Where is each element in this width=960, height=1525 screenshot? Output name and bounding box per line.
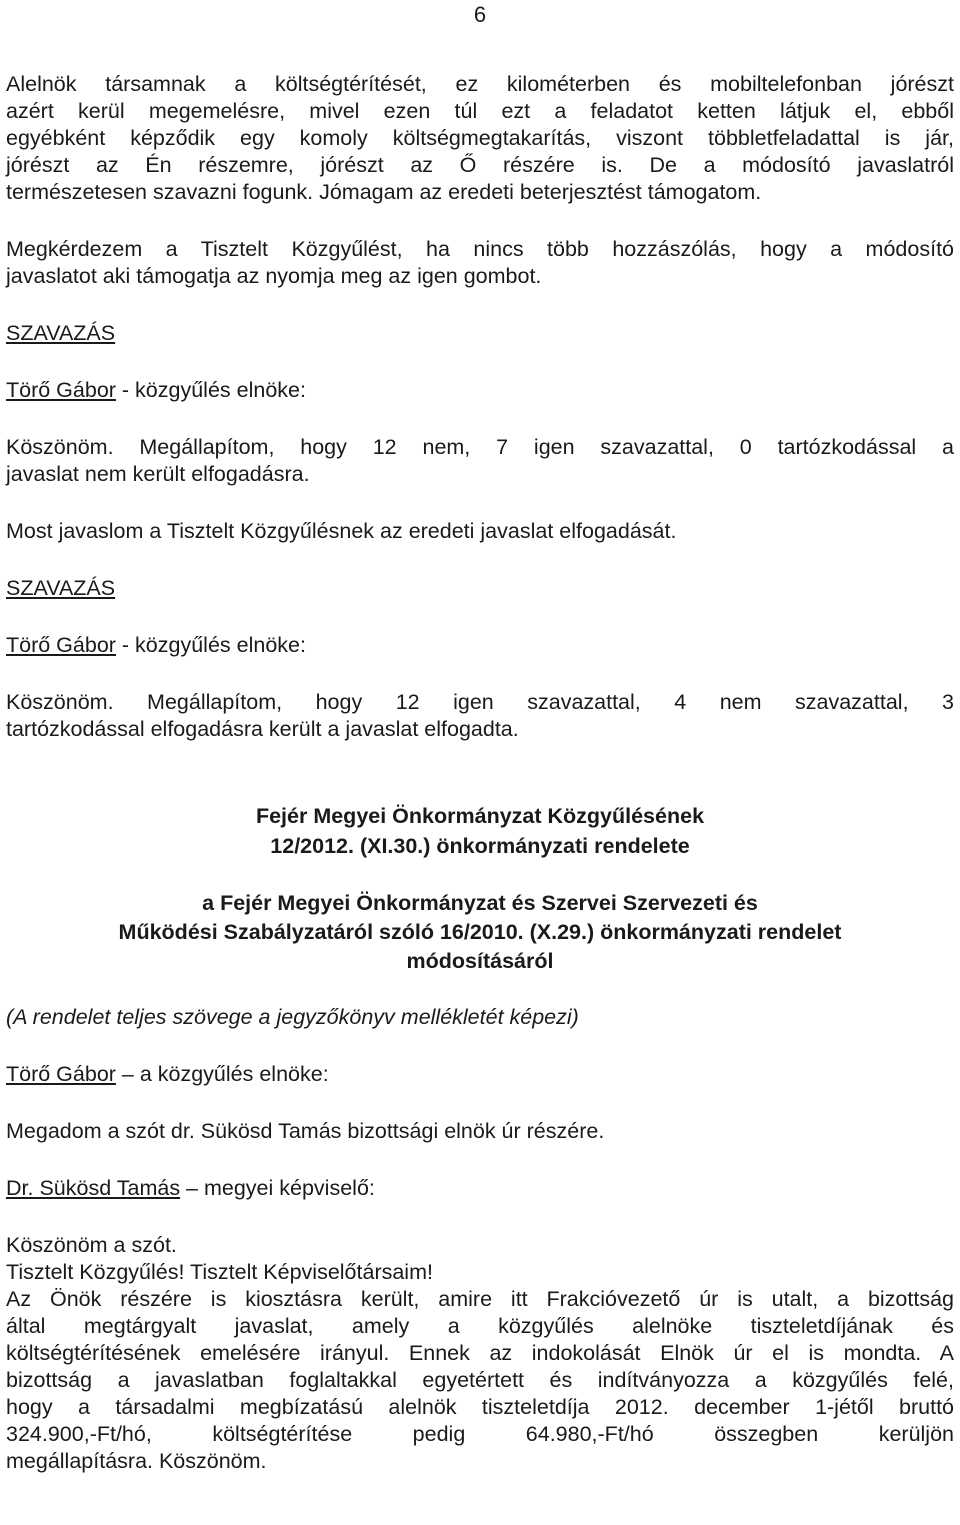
speaker-name: Törő Gábor xyxy=(6,633,116,657)
speaker-name: Törő Gábor xyxy=(6,378,116,402)
paragraph-line: által megtárgyalt javaslat, amely a közgyűlés alelnöke tiszteletdíjának és xyxy=(6,1314,954,1338)
paragraph-line: tartózkodással elfogadásra került a javaslat elfogadta. xyxy=(6,717,519,741)
annex-note: (A rendelet teljes szövege a jegyzőkönyv mellékletét képezi) xyxy=(6,1005,579,1029)
paragraph-line: Köszönöm. Megállapítom, hogy 12 igen szavazattal, 4 nem szavazattal, 3 xyxy=(6,690,954,714)
paragraph-line: megállapításra. Köszönöm. xyxy=(6,1449,267,1473)
speaker-name: Törő Gábor xyxy=(6,1062,116,1086)
paragraph-line: Köszönöm. Megállapítom, hogy 12 nem, 7 igen szavazattal, 0 tartózkodással a xyxy=(6,435,954,459)
vote-heading: SZAVAZÁS xyxy=(6,576,116,600)
speaker-line xyxy=(6,1175,954,1202)
paragraph-line: azért kerül megemelésre, mivel ezen túl ezt a feladatot ketten látjuk el, ebből xyxy=(6,99,954,123)
paragraph-line: javaslat nem került elfogadásra. xyxy=(6,462,310,486)
paragraph-line: költségtérítésének emelésére irányul. Ennek az indokolását Elnök úr el is mondta. A xyxy=(6,1341,954,1365)
paragraph-line: 324.900,-Ft/hó, költségtérítése pedig 64.980,-Ft/hó összegben kerüljön xyxy=(6,1422,954,1446)
speaker-line xyxy=(6,632,954,659)
speaker-name: Dr. Sükösd Tamás xyxy=(6,1176,181,1200)
decree-subtitle-line: módosításáról xyxy=(406,949,554,973)
speaker-role: - közgyűlés elnöke: xyxy=(115,378,306,402)
paragraph-line: jórészt az Én részemre, jórészt az Ő részére is. De a módosító javaslatról xyxy=(6,153,954,177)
document-body xyxy=(6,71,954,1475)
paragraph-line: hogy a társadalmi megbízatású alelnök tiszteletdíja 2012. december 1-jétől bruttó xyxy=(6,1395,954,1419)
decree-title-line: Fejér Megyei Önkormányzat Közgyűlésének xyxy=(255,804,705,828)
paragraph-line: természetesen szavazni fogunk. Jómagam az eredeti beterjesztést támogatom. xyxy=(6,180,762,204)
paragraph-line: javaslatot aki támogatja az nyomja meg az igen gombot. xyxy=(6,264,542,288)
paragraph-6: Megadom a szót dr. Sükösd Tamás bizottsági elnök úr részére. xyxy=(6,1119,605,1143)
paragraph-line: Tisztelt Közgyűlés! Tisztelt Képviselőtársaim! xyxy=(6,1260,433,1284)
speaker-line xyxy=(6,1061,954,1088)
paragraph-2 xyxy=(6,236,954,290)
paragraph-3 xyxy=(6,434,954,488)
paragraph-line: egyébként képződik egy komoly költségmegtakarítás, viszont többletfeladattal is jár, xyxy=(6,126,954,150)
speaker-role: – megyei képviselő: xyxy=(180,1176,375,1200)
speaker-line xyxy=(6,377,954,404)
speaker-role: - közgyűlés elnöke: xyxy=(115,633,306,657)
vote-heading: SZAVAZÁS xyxy=(6,321,116,345)
paragraph-7 xyxy=(6,1232,954,1475)
paragraph-line: bizottság a javaslatban foglaltakkal egyetértett és indítványozza a közgyűlés felé, xyxy=(6,1368,954,1392)
paragraph-line: Alelnök társamnak a költségtérítését, ez kilométerben és mobiltelefonban jórészt xyxy=(6,72,954,96)
speaker-role: – a közgyűlés elnöke: xyxy=(115,1062,329,1086)
paragraph-4: Most javaslom a Tisztelt Közgyűlésnek az eredeti javaslat elfogadását. xyxy=(6,519,677,543)
paragraph-1 xyxy=(6,71,954,206)
paragraph-line: Köszönöm a szót. xyxy=(6,1233,177,1257)
paragraph-line: Megkérdezem a Tisztelt Közgyűlést, ha nincs több hozzászólás, hogy a módosító xyxy=(6,237,954,261)
paragraph-line: Az Önök részére is kiosztásra került, amire itt Frakcióvezető úr is utalt, a bizottság xyxy=(6,1287,954,1311)
decree-subtitle-line: a Fejér Megyei Önkormányzat és Szervei Szervezeti és xyxy=(202,891,758,915)
decree-title xyxy=(6,801,954,976)
decree-subtitle-line: Működési Szabályzatáról szóló 16/2010. (X.29.) önkormányzati rendelet xyxy=(118,920,842,944)
paragraph-5 xyxy=(6,689,954,743)
page-number: 6 xyxy=(473,2,487,27)
decree-title-line: 12/2012. (XI.30.) önkormányzati rendelete xyxy=(270,834,690,858)
